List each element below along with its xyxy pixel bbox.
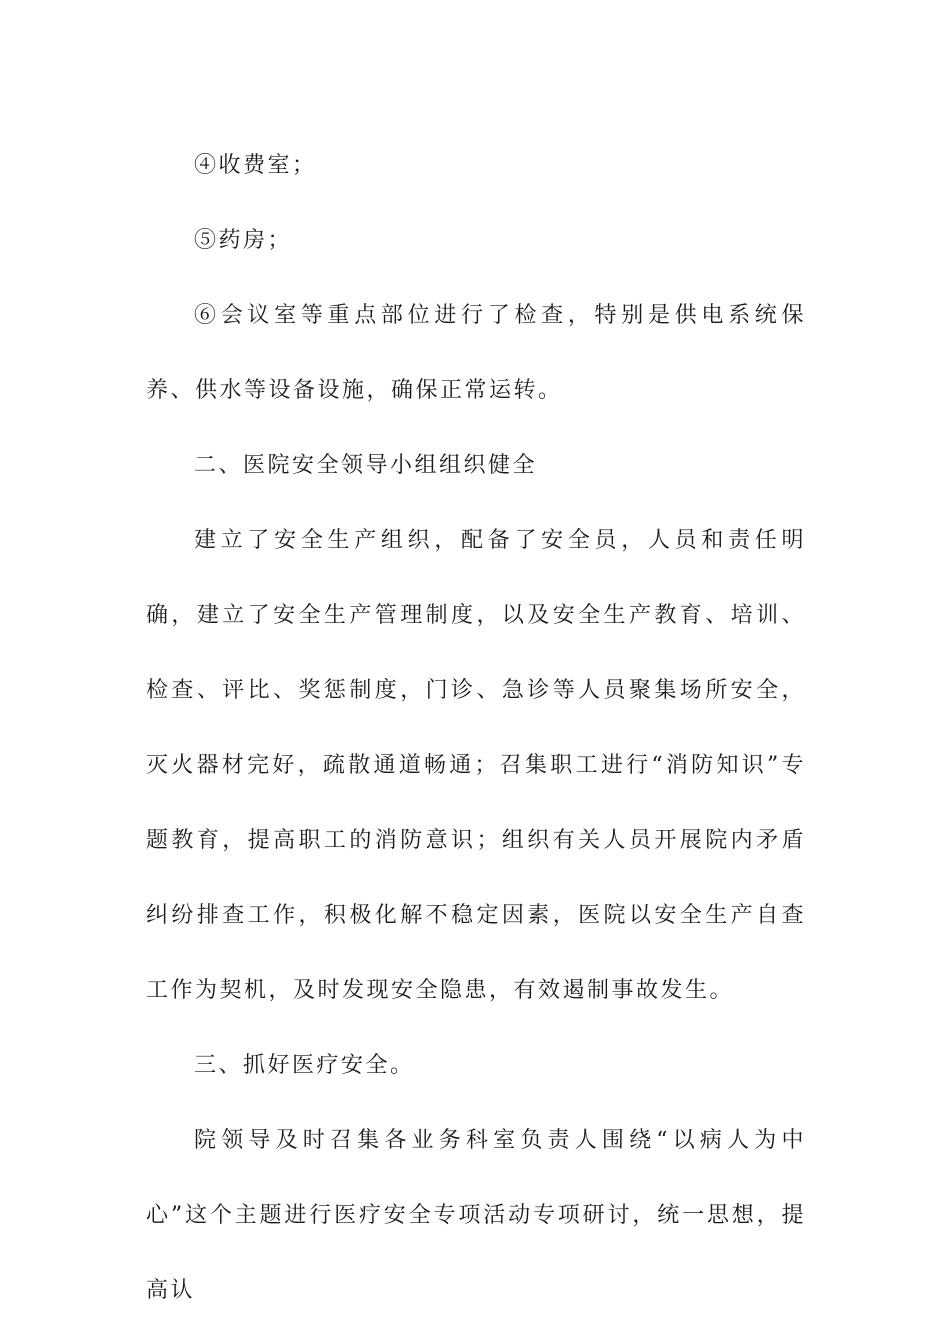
list-item-6-meeting-room: ⑥会议室等重点部位进行了检查，特别是供电系统保养、供水等设备设施，确保正常运转。 — [146, 303, 806, 403]
body-paragraph-medical-safety: 院领导及时召集各业务科室负责人围绕“以病人为中心”这个主题进行医疗安全专项活动专项研讨，统一思想，提高认 — [146, 1128, 806, 1303]
list-item-5-pharmacy: ⑤药房； — [194, 228, 293, 253]
body-paragraph-safety-organization: 建立了安全生产组织，配备了安全员，人员和责任明确，建立了安全生产管理制度，以及安全生产教育、培训、检查、评比、奖惩制度，门诊、急诊等人员聚集场所安全，灭火器材完好，疏散通道畅通；召集职工进行“消防知识”专题教育，提高职工的消防意识；组织有关人员开展院内矛盾纠纷排查工作，积极化解不稳定因素，医院以安全生产自查工作为契机，及时发现安全隐患，有效遏制事故发生。 — [146, 528, 806, 1003]
section-heading-3: 三、抓好医疗安全。 — [194, 1053, 415, 1078]
document-body — [146, 128, 806, 1328]
list-item-4-charge-room: ④收费室； — [194, 153, 317, 178]
section-heading-2: 二、医院安全领导小组组织健全 — [194, 453, 538, 478]
